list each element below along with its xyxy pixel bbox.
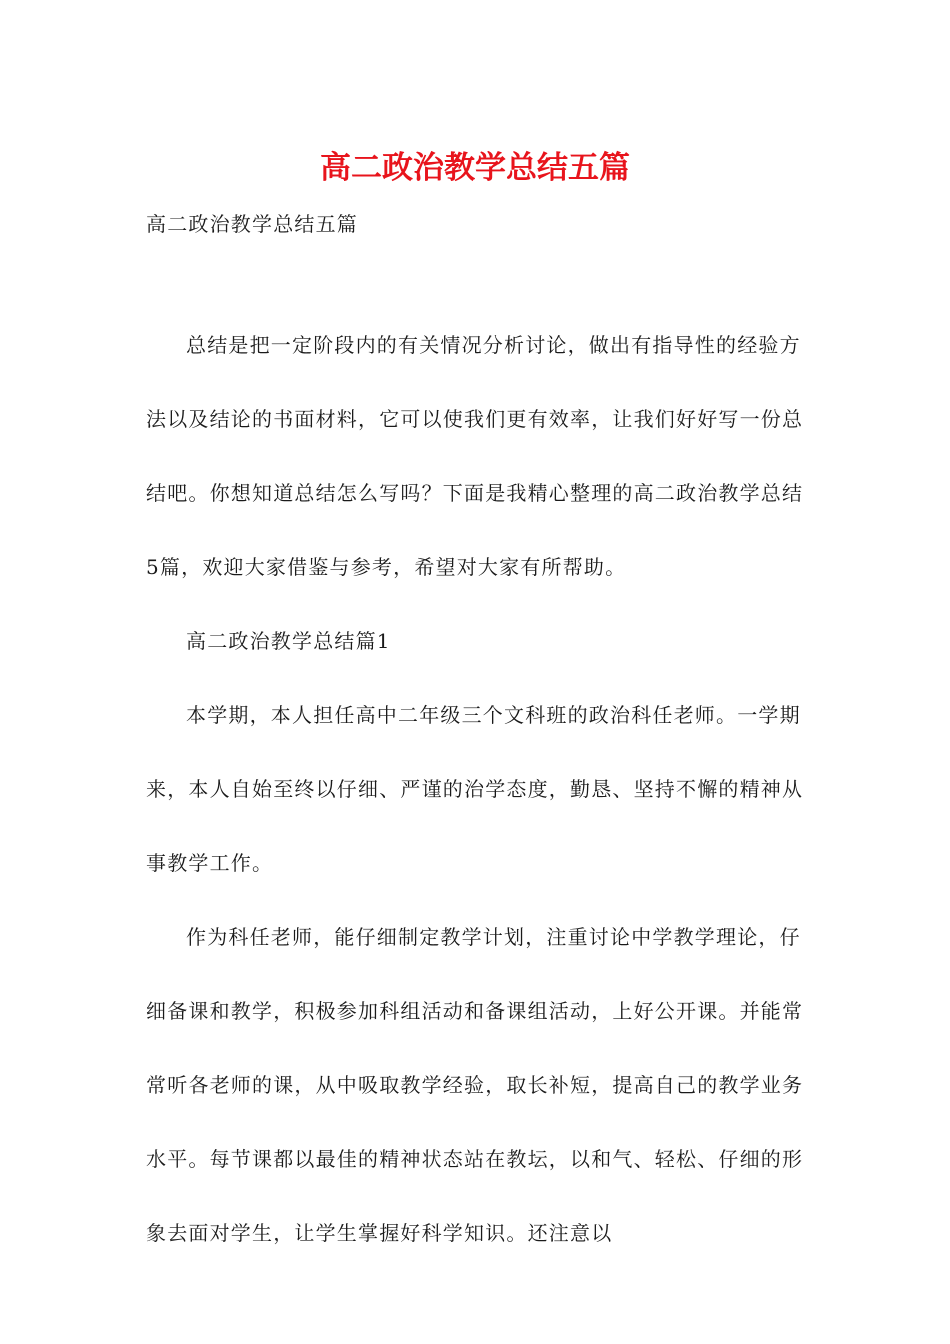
section1-paragraph-2: 作为科任老师，能仔细制定教学计划，注重讨论中学教学理论，仔细备课和教学，积极参加科组活动和备课组活动，上好公开课。并能常常听各老师的课，从中吸取教学经验，取长补短，提高自己的教学业务水平。每节课都以最佳的精神状态站在教坛，以和气、轻松、仔细的形象去面对学生，让学生掌握好科学知识。还注意以 xyxy=(146,925,804,1245)
section1-paragraph-1: 本学期，本人担任高中二年级三个文科班的政治科任老师。一学期来，本人自始至终以仔细、严谨的治学态度，勤恳、坚持不懈的精神从事教学工作。 xyxy=(146,703,804,875)
document-body xyxy=(146,204,806,1270)
intro-paragraph: 总结是把一定阶段内的有关情况分析讨论，做出有指导性的经验方法以及结论的书面材料，它可以使我们更有效率，让我们好好写一份总结吧。你想知道总结怎么写吗？下面是我精心整理的高二政治教学总结5篇，欢迎大家借鉴与参考，希望对大家有所帮助。 xyxy=(146,333,804,579)
section-heading-1: 高二政治教学总结篇1 xyxy=(186,629,391,653)
document-title: 高二政治教学总结五篇 xyxy=(320,150,630,186)
document-subtitle: 高二政治教学总结五篇 xyxy=(146,212,358,236)
